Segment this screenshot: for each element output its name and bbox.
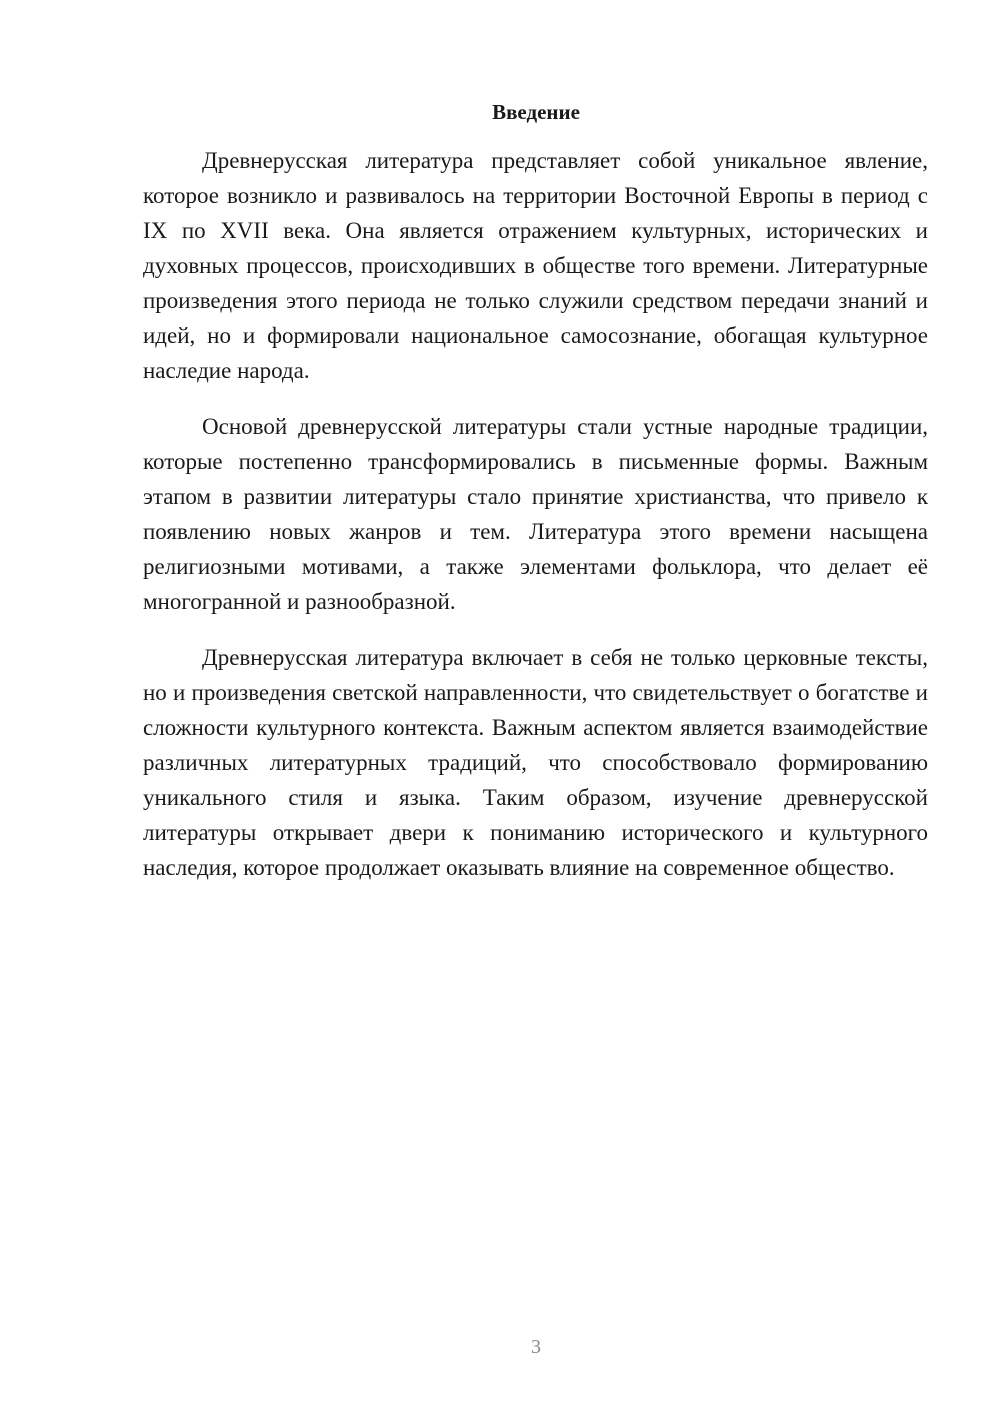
page-number: 3 [531, 1336, 541, 1358]
section-title: Введение [492, 100, 580, 124]
body-text [143, 143, 928, 906]
paragraph-2: Основой древнерусской литературы стали устные народные традиции, которые постепенно трансформировались в письменные формы. Важным этапом в развитии литературы стало принятие христианства, что привело к появлению новых жанров и тем. Литература этого времени насыщена религиозными мотивами, а также элементами фольклора, что делает её многогранной и разнообразной. [143, 414, 928, 614]
paragraph-1: Древнерусская литература представляет собой уникальное явление, которое возникло и развивалось на территории Восточной Европы в период с IX по XVII века. Она является отражением культурных, исторических и духовных процессов, происходивших в обществе того времени. Литературные произведения этого периода не только служили средством передачи знаний и идей, но и формировали национальное самосознание, обогащая культурное наследие народа. [143, 148, 928, 383]
paragraph-3: Древнерусская литература включает в себя не только церковные тексты, но и произведения светской направленности, что свидетельствует о богатстве и сложности культурного контекста. Важным аспектом является взаимодействие различных литературных традиций, что способствовало формированию уникального стиля и языка. Таким образом, изучение древнерусской литературы открывает двери к пониманию исторического и культурного наследия, которое продолжает оказывать влияние на современное общество. [143, 645, 928, 880]
